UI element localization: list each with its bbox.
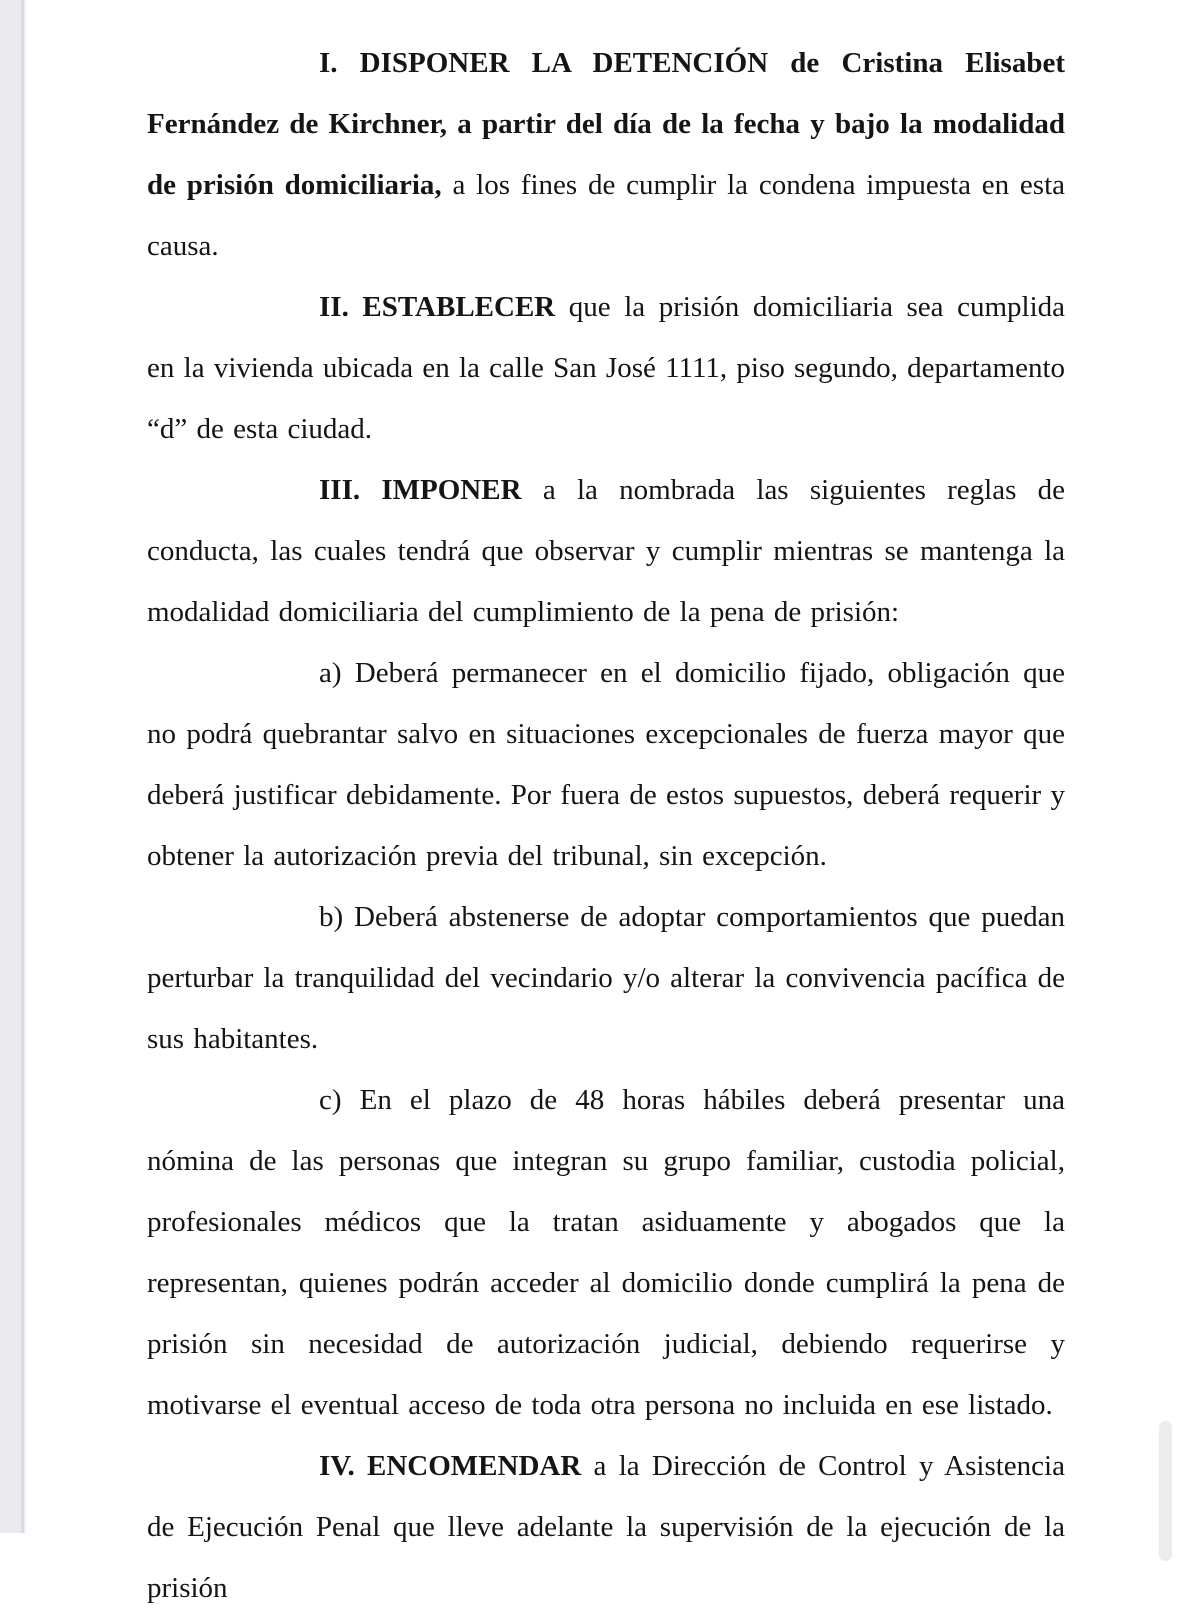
paragraph-II [147, 277, 1065, 460]
text-run: a la nombrada las siguientes reglas de conducta, las cuales tendrá que observar y cumplir mientras se mantenga la modalidad domiciliaria del cumplimiento de la pena de prisión: [147, 474, 1066, 628]
bold-run: III. IMPONER [319, 474, 522, 506]
document-page [147, 33, 1065, 1619]
text-run: a) Deberá permanecer en el domicilio fijado, obligación que no podrá quebrantar salvo en situaciones excepcionales de fuerza mayor que deberá justificar debidamente. Por fuera de estos supuestos, deberá requerir y obtener la autorización previa del tribunal, sin excepción. [147, 657, 1065, 872]
text-run: b) Deberá abstenerse de adoptar comportamientos que puedan perturbar la tranquilidad del vecindario y/o alterar la convivencia pacífica de sus habitantes. [147, 901, 1065, 1055]
text-run: que la prisión domiciliaria sea cumplida en la vivienda ubicada en la calle San José 1111, piso segundo, departamento “d” de esta ciudad. [147, 291, 1066, 445]
paragraph-rule-c [147, 1070, 1065, 1436]
text-run: a los fines de cumplir la condena impuesta en esta causa. [147, 169, 1066, 262]
paragraph-IV [147, 1436, 1065, 1619]
page-edge-strip [0, 0, 27, 1533]
paragraph-rule-b [147, 887, 1065, 1070]
text-run: c) En el plazo de 48 horas hábiles deberá presentar una nómina de las personas que integran su grupo familiar, custodia policial, profesionales médicos que la tratan asiduamente y abogados que la representan, quienes podrán acceder al domicilio donde cumplirá la pena de prisión sin necesidad de autorización judicial, debiendo requerirse y motivarse el eventual acceso de toda otra persona no incluida en ese listado. [147, 1084, 1065, 1421]
bold-run: II. ESTABLECER [319, 291, 556, 323]
bold-run: I. DISPONER LA DETENCIÓN de Cristina Elisabet Fernández de Kirchner, a partir del día de la fecha y bajo la modalidad de prisión domiciliaria, [147, 47, 1065, 201]
scrollbar-thumb[interactable] [1159, 1421, 1172, 1561]
paragraph-I [147, 33, 1065, 277]
text-run: a la Dirección de Control y Asistencia de Ejecución Penal que lleve adelante la supervisión de la ejecución de la prisión [147, 1450, 1065, 1604]
paragraph-III [147, 460, 1065, 643]
bold-run: IV. ENCOMENDAR [319, 1450, 582, 1482]
paragraph-rule-a [147, 643, 1065, 887]
